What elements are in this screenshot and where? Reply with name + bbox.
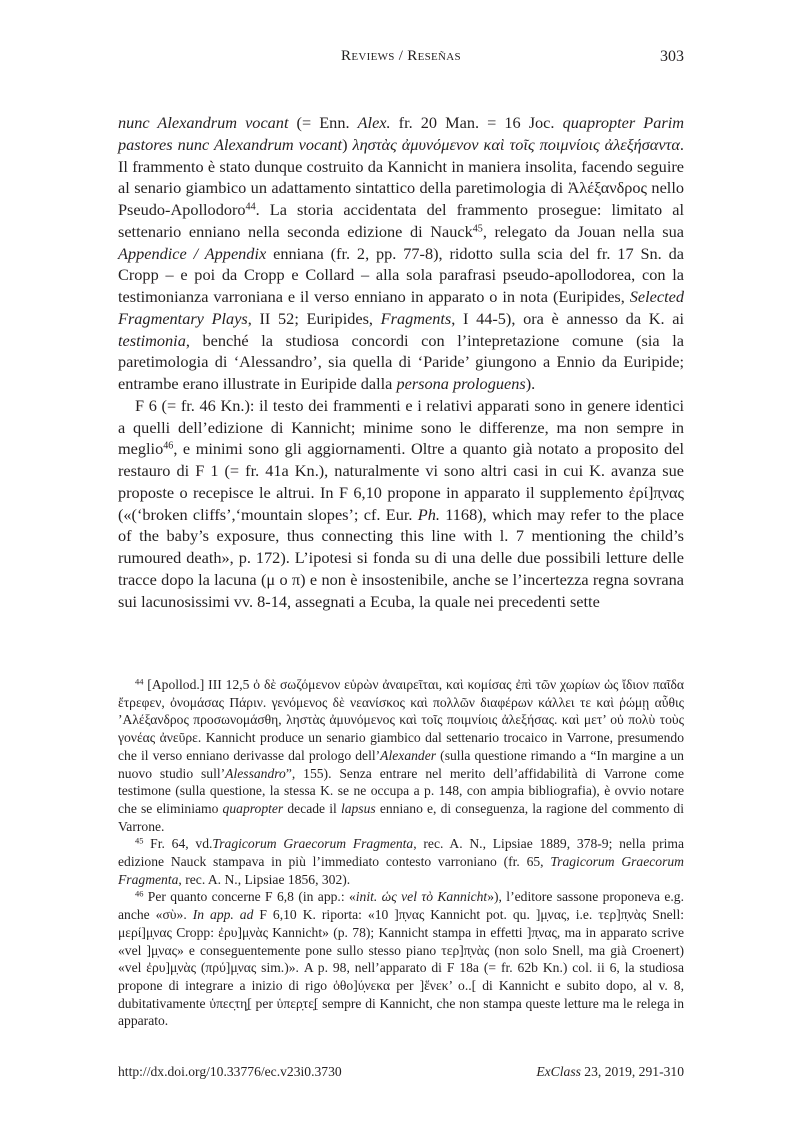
italic-run: ληστὰς ἀμυνόμενον καὶ τοῖς ποιμνίοις ἀλεξήσαντα bbox=[352, 134, 680, 154]
main-text bbox=[118, 112, 684, 612]
text-run: . Il frammento è stato dunque costruito da Kannicht in maniera insolita, facendo seguire al senario giambico un adattamento sintattico della paretimologia di Ἀλέξανδρος nello Pseudo-Apollodoro bbox=[118, 134, 684, 219]
italic-run: testimonia bbox=[118, 330, 186, 350]
text-run: 1168), which may refer to the place of the baby’s exposure, thus connecting this line with l. 7 mentioning the child’s rumoured death», p. 172). L’ipotesi si fonda su di una delle due possibili letture delle tracce dopo la lacuna (μ o π) e non è insostenibile, anche se l’incertezza regna sovrana sui lacunosissimi vv. 8-14, assegnati a Ecuba, la quale nei precedenti sette bbox=[118, 504, 684, 611]
italic-run: quapropter Parim pastores nunc Alexandrum vocant bbox=[118, 113, 684, 154]
italic-run: Alessandro bbox=[225, 765, 286, 781]
text-run: enniana (fr. 2, pp. 77-8), ridotto sulla scia del fr. 17 Sn. da Cropp – e poi da Cropp e Collard – alla sola parafrasi pseudo-apollodorea, con la testimonianza varroniana e il verso enniano in apparato o in nota (Euripides, bbox=[118, 243, 684, 306]
text-run: Fr. 64, vd. bbox=[143, 836, 213, 852]
italic-run: Alexander bbox=[380, 747, 437, 763]
journal-name: ExClass bbox=[536, 1064, 581, 1079]
footnote-ref[interactable]: 45 bbox=[135, 835, 144, 846]
text-run: ) bbox=[342, 134, 353, 154]
text-run: (sulla questione rimando a “In margine a un nuovo studio sull’ bbox=[118, 747, 684, 781]
running-head: Reviews / Reseñas bbox=[341, 48, 461, 64]
text-run: , I 44-5), ora è annesso da K. ai bbox=[451, 308, 684, 328]
italic-run: quapropter bbox=[222, 800, 284, 816]
italic-run: Fragments bbox=[380, 308, 452, 328]
paragraph-2 bbox=[118, 395, 684, 613]
text-run: (= Enn. bbox=[288, 113, 358, 132]
italic-run: Tragicorum Graecorum Fragmenta bbox=[212, 836, 414, 852]
footnote-45 bbox=[118, 835, 684, 888]
text-run: fr. 20 Man. = 16 Joc. bbox=[390, 113, 563, 132]
footnotes bbox=[118, 676, 684, 1030]
italic-run: nunc Alexandrum vocant bbox=[118, 113, 289, 132]
text-run: »), l’editore sassone proponeva e.g. anche «σὺ». bbox=[118, 889, 684, 923]
text-run: decade il bbox=[283, 800, 341, 816]
text-run: ). bbox=[525, 374, 536, 393]
page-header bbox=[118, 48, 684, 72]
text-run: , e minimi sono gli aggiornamenti. Oltre a quanto già notato a proposito del restauro di F 1 (= fr. 41a Kn.), naturalmente vi sono altri casi in cui K. avanza sue proposte o recepisce le altrui. In F 6,10 propone in apparato il supplemento ἐρί]π̣νας («(‘broken cliffs’,‘mountain slopes’; cf. Eur. bbox=[118, 439, 684, 524]
italic-run: Appendice / Appendix bbox=[118, 243, 267, 263]
text-run: , rec. A. N., Lipsiae 1889, 378-9; nella prima edizione Nauck stampava in più l’immediato contesto varroniano (fr. 65, bbox=[118, 836, 684, 870]
footnote-ref[interactable]: 46 bbox=[163, 440, 174, 452]
text-run: , rec. A. N., Lipsiae 1856, 302). bbox=[178, 871, 351, 887]
text-run: enniano e, di conseguenza, la ragione del commento di Varrone. bbox=[118, 800, 684, 834]
italic-run: Tragicorum Graecorum Fragmenta bbox=[118, 854, 684, 887]
text-run: ”, 155). Senza entrare nel merito dell’affidabilità di Varrone come testimone (sulla questione, la stessa K. se ne occupa a p. 148, con ampia bibliografia), è ovvio notare che se eliminiamo bbox=[118, 765, 684, 816]
footnote-ref[interactable]: 46 bbox=[135, 888, 144, 899]
footnote-ref[interactable]: 44 bbox=[135, 676, 144, 687]
italic-run: persona prologuens bbox=[396, 374, 526, 393]
italic-run: Alex. bbox=[357, 113, 391, 132]
footnote-44 bbox=[118, 676, 684, 835]
text-run: F 6,10 K. riporta: «10 ]π̣νας Kannicht pot. qu. ]μ̣νας, i.e. τερ]π̣νὰς Snell: μερί]μ̣νας Cropp: ἐρυ]μ̣νὰς Kannicht» (p. 78); Kannicht stampa in effetti ]π̣νας, ma in apparato scrive «vel ]μ̣νας» e conseguentemente pone sullo stesso piano τερ]π̣νὰς (non solo Snell, ma già Croenert) «vel ἐρυ]μ̣νὰς (πρύ]μ̣νας sim.)». A p. 98, nell’apparato di F 18a (= fr. 62b Kn.) col. ii 6, la studiosa propone di integrare a inizio di rigo ὁθο]ύ̣νεκα per ]ἕνεκ’ ο..[ di Kannicht e subito dopo, al v. 8, dubitativamente ὑπεϲ̣τη̣[ per ὑπερ̣τε̣[ sempre di Kannicht, che non stampa queste letture ma le relega in apparato. bbox=[118, 907, 684, 1029]
italic-run: Ph. bbox=[417, 504, 440, 524]
page-number: 303 bbox=[660, 48, 684, 65]
italic-run: Selected Fragmentary Plays bbox=[118, 287, 684, 328]
italic-run: lapsus bbox=[340, 800, 376, 816]
journal-volume: 23, 2019, 291-310 bbox=[580, 1064, 684, 1079]
footnote-ref[interactable]: 44 bbox=[245, 201, 256, 213]
text-run: , relegato da Jouan nella sua bbox=[482, 221, 684, 241]
footnote-ref[interactable]: 45 bbox=[472, 223, 483, 235]
paragraph-1 bbox=[118, 112, 684, 395]
text-run: F 6 (= fr. 46 Kn.): il testo dei frammenti e i relativi apparati sono in genere identici a quelli dell’edizione di Kannicht; minime sono le differenze, ma non sempre in meglio bbox=[118, 395, 684, 459]
footnote-46 bbox=[118, 888, 684, 1030]
journal-citation bbox=[536, 1064, 684, 1080]
text-run: , II 52; Euripides, bbox=[247, 308, 381, 328]
italic-run: In app. ad bbox=[192, 907, 254, 923]
doi-link[interactable]: http://dx.doi.org/10.33776/ec.v23i0.3730 bbox=[118, 1064, 342, 1079]
italic-run: init. ὡς vel τὸ Kannicht bbox=[355, 889, 488, 905]
text-run: , benché la studiosa concordi con l’intepretazione comune (sia la paretimologia di ‘Alessandro’, sia quella di ‘Paride’ giungono a Ennio da Euripide; entrambe erano illustrate in Euripide dalla bbox=[118, 330, 684, 393]
text-run: . La storia accidentata del frammento prosegue: limitato al settenario enniano nella seconda edizione di Nauck bbox=[118, 200, 684, 241]
text-run: Per quanto concerne F 6,8 (in app.: « bbox=[143, 889, 356, 905]
text-run: [Apollod.] III 12,5 ὁ δὲ σωζόμενον εὑρὼν ἀναιρεῖται, καὶ κομίσας ἐπὶ τῶν χωρίων ὡς ἴδιον παῖδα ἔτρεφεν, ὀνομάσας Πάριν. γενόμενος δὲ νεανίσκος καὶ πολλῶν διαφέρων κάλλει τε καὶ ῥώμῃ αὖθις ’Αλέξανδρος προσωνομάσθη, ληστὰς ἀμυνόμενος καὶ τοῖς ποιμνίοις ἀλεξήσας. καὶ μετ’ οὐ πολὺ τοὺς γονέας ἀνεῦρε. Kannicht produce un senario giambico dal settenario trocaico in Varrone, presumendo che il verso enniano derivasse dal prologo dell’ bbox=[118, 677, 684, 763]
